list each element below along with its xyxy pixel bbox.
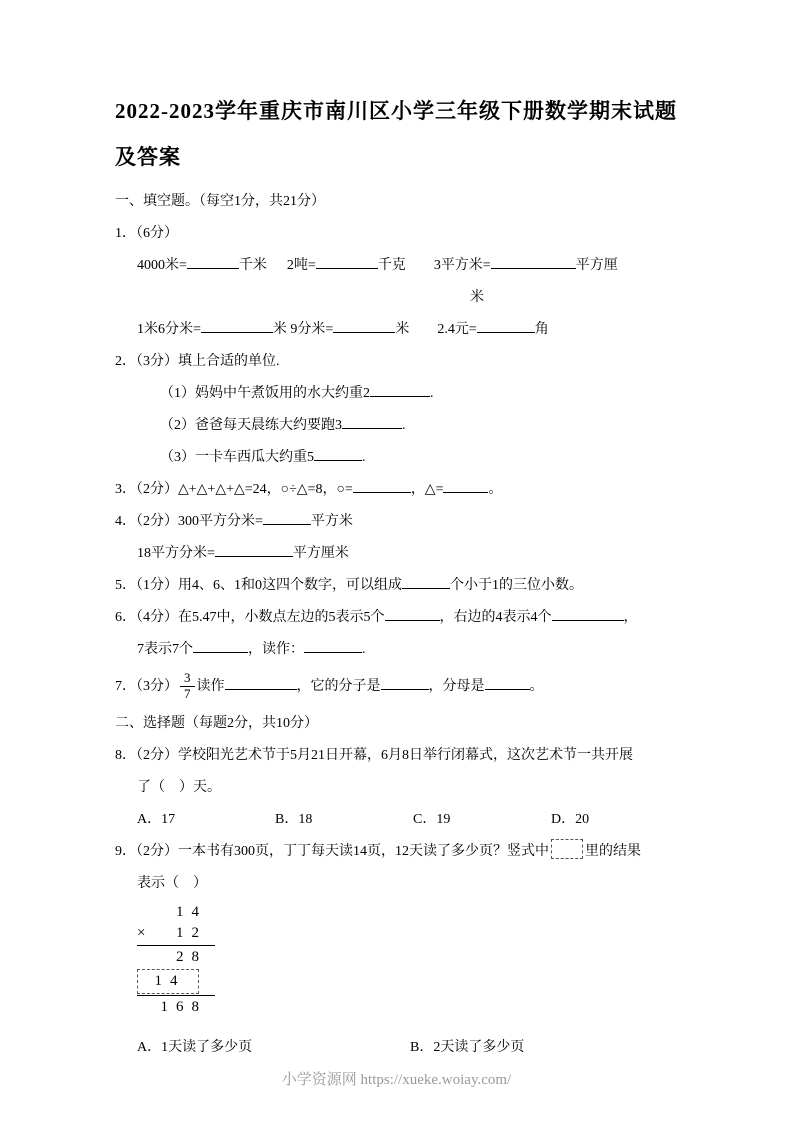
q6-mid1: ，右边的4表示4个 <box>439 610 552 625</box>
q1-g5-unit: 角 <box>534 322 549 337</box>
q9-option-a: A．1天读了多少页 <box>137 1040 253 1055</box>
question-4-line2 <box>115 538 690 570</box>
q6-end1: ， <box>623 610 638 625</box>
vertical-multiplication <box>137 902 215 1018</box>
q1-g3-unit: 平方厘 <box>575 258 618 273</box>
answer-blank <box>552 606 624 621</box>
q1-g2-pre: 2吨= <box>286 258 316 273</box>
question-2-item3 <box>115 442 690 474</box>
q4-line1-pre: 4．（2分）300平方分米= <box>115 514 263 529</box>
q6-pre2: 7表示7个 <box>137 642 193 657</box>
q4-unit2: 平方厘米 <box>292 546 349 561</box>
footer-site-url[interactable]: https://xueke.woiay.com/ <box>360 1072 512 1088</box>
q8-option-d: D．20 <box>551 812 590 827</box>
q6-pre1: 6．（4分）在5.47中，小数点左边的5表示5个 <box>115 610 385 625</box>
answer-blank <box>304 638 362 653</box>
question-8-line1: 8．（2分）学校阳光艺术节于5月21日开幕，6月8日举行闭幕式，这次艺术节一共开展 <box>115 748 633 763</box>
question-9-line1 <box>115 836 690 868</box>
q9-line1-post: 里的结果 <box>585 844 641 859</box>
question-5 <box>115 570 690 602</box>
q2-item1-end: . <box>430 386 434 401</box>
section-choice-heading: 二、选择题（每题2分，共10分） <box>115 716 318 731</box>
answer-blank <box>333 318 395 333</box>
q1-g4-unit: 米 <box>395 322 410 337</box>
answer-blank <box>443 478 488 493</box>
q3-mid: ，△= <box>410 482 444 497</box>
q7-mid1: 读作 <box>196 679 225 694</box>
answer-blank <box>201 318 273 333</box>
answer-blank <box>485 675 530 690</box>
question-6-line1 <box>115 602 690 634</box>
q8-option-a: A．17 <box>137 812 176 827</box>
answer-blank <box>342 414 402 429</box>
q6-mid2: ，读作： <box>248 642 304 657</box>
q8-option-c: C．19 <box>413 812 451 827</box>
question-9-line2: 表示（ ） <box>137 876 207 891</box>
q2-item1-pre: （1）妈妈中午煮饭用的水大约重2 <box>160 386 370 401</box>
q1-g3-wrap: 米 <box>470 290 484 305</box>
q2-item2-pre: （2）爸爸每天晨练大约要跑3 <box>160 418 342 433</box>
mult-multiplicand: 14 <box>176 904 207 920</box>
answer-blank <box>193 638 248 653</box>
answer-blank <box>187 254 239 269</box>
question-2-label: 2．（3分）填上合适的单位. <box>115 354 280 369</box>
q7-label: 7．（3分） <box>115 679 178 694</box>
answer-blank <box>402 574 450 589</box>
q9-option-b: B．2天读了多少页 <box>410 1040 525 1055</box>
page-title-line1: 2022-2023学年重庆市南川区小学三年级下册数学期末试题 <box>115 99 677 123</box>
q1-g3-pre: 3平方米= <box>433 258 491 273</box>
answer-blank <box>316 254 378 269</box>
footer-site-name: 小学资源网 <box>281 1072 357 1088</box>
question-4-line1 <box>115 506 690 538</box>
question-3 <box>115 474 690 506</box>
answer-blank <box>314 446 362 461</box>
answer-blank <box>370 382 430 397</box>
question-2-item1 <box>115 378 690 410</box>
q7-mid2: ，它的分子是 <box>296 679 381 694</box>
answer-blank <box>477 318 535 333</box>
mult-sign-row <box>137 923 215 944</box>
section-fill-heading: 一、填空题。（每空1分，共21分） <box>115 194 325 209</box>
exam-content <box>115 88 690 1064</box>
answer-blank <box>491 254 576 269</box>
q4-line2-pre: 18平方分米= <box>137 546 215 561</box>
mult-partial-1: 28 <box>176 949 207 965</box>
answer-blank <box>215 542 293 557</box>
question-1-row-a <box>115 250 690 282</box>
q2-item3-pre: （3）一卡车西瓜大约重5 <box>160 450 314 465</box>
q2-item3-end: . <box>362 450 366 465</box>
answer-blank <box>381 675 429 690</box>
q2-item2-end: . <box>402 418 406 433</box>
question-8-options <box>115 804 690 836</box>
q5-end: 个小于1的三位小数。 <box>450 578 583 593</box>
question-8-line2: 了（ ）天。 <box>137 780 221 795</box>
multiply-sign: × <box>137 925 154 941</box>
footer <box>0 1068 793 1089</box>
answer-blank <box>225 675 297 690</box>
answer-blank <box>385 606 440 621</box>
q1-g2-unit: 千克 <box>377 258 406 273</box>
question-1-label: 1．（6分） <box>115 226 178 241</box>
question-6-line2 <box>115 634 690 666</box>
q6-end2: . <box>362 642 366 657</box>
mult-rule-1 <box>137 945 215 946</box>
q4-unit1: 平方米 <box>310 514 353 529</box>
q9-line1-pre: 9．（2分）一本书有300页，丁丁每天读14页，12天读了多少页？竖式中 <box>115 844 549 859</box>
question-1-row-wrap <box>115 282 690 314</box>
q3-end: 。 <box>488 482 503 497</box>
question-2-item2 <box>115 410 690 442</box>
q7-end: 。 <box>529 679 544 694</box>
question-9-options <box>115 1032 690 1064</box>
q1-g4-pre: 1米6分米= <box>137 322 201 337</box>
q1-g4-mid: 米 9分米= <box>272 322 334 337</box>
q5-pre: 5．（1分）用4、6、1和0这四个数字，可以组成 <box>115 578 402 593</box>
mult-partial-2-row <box>137 969 215 994</box>
question-1-row-b <box>115 314 690 346</box>
mult-partial-2-dotted-box: 14 <box>137 969 199 994</box>
page-title-line2: 及答案 <box>115 145 181 169</box>
q1-g1-pre: 4000米= <box>137 258 187 273</box>
mult-multiplier: 12 <box>176 925 207 941</box>
answer-blank <box>263 510 311 525</box>
dotted-box-placeholder <box>551 839 583 859</box>
question-7 <box>115 666 690 708</box>
answer-blank <box>353 478 411 493</box>
q1-g1-unit: 千米 <box>238 258 267 273</box>
q3-pre: 3．（2分）△+△+△+△=24，○÷△=8，○= <box>115 482 353 497</box>
q8-option-b: B．18 <box>275 812 313 827</box>
q7-mid3: ，分母是 <box>428 679 485 694</box>
fraction-numerator: 3 <box>180 671 195 687</box>
fraction-three-sevenths <box>180 671 195 702</box>
q1-g5-pre: 2.4元= <box>437 322 477 337</box>
mult-product: 168 <box>160 999 207 1015</box>
fraction-denominator: 7 <box>184 686 191 702</box>
mult-rule-2 <box>137 995 215 996</box>
